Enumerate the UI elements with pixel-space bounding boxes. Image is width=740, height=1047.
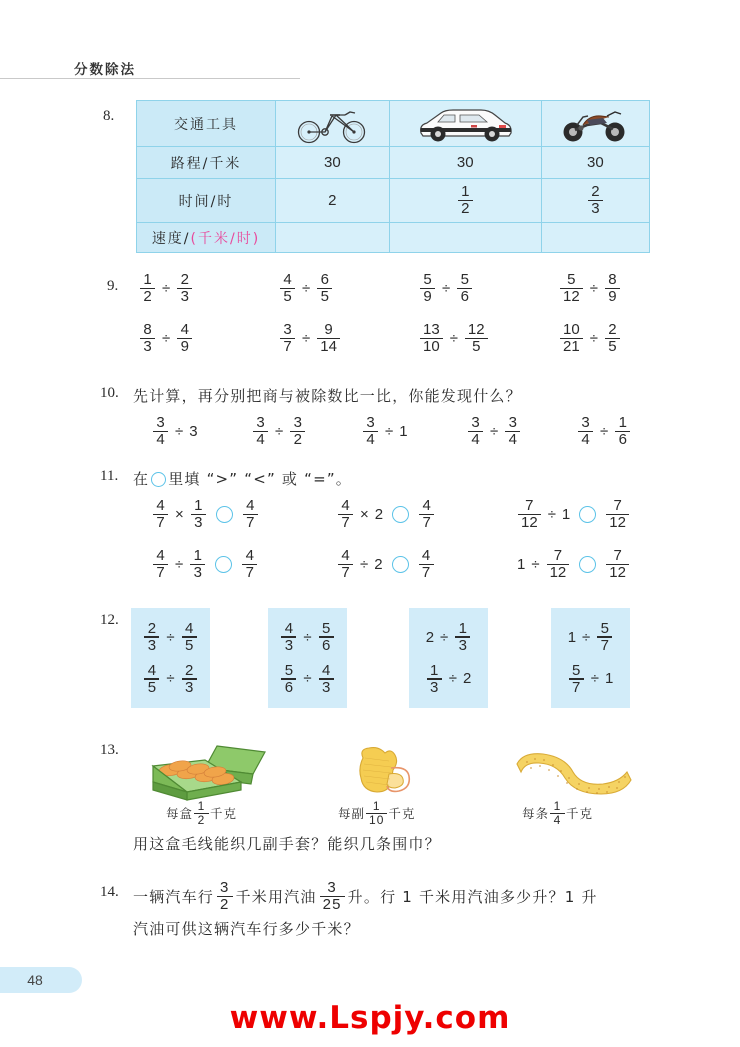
yarn-box-icon [145,742,275,804]
fraction: $\frac{1}{3}$ [191,498,206,531]
operator: ÷ [589,329,598,347]
fraction: $\frac{4}{5}$ [280,272,295,305]
operator: ÷ [590,670,599,688]
speed-car-blank[interactable] [389,223,541,253]
fraction: $\frac{3}{4}$ [253,415,268,448]
ex14-text-c: 升。行 1 千米用汽油多少升？1 升 [347,887,598,906]
fraction: $\frac{7}{12}$ [606,498,629,531]
exercise-14-line-2: 汽油可供这辆汽车行多少千米？ [133,920,360,938]
exercise-10-prompt: 先计算，再分别把商与被除数比一比，你能发现什么？ [133,387,522,405]
caption-scarf [522,800,593,826]
fraction: $\frac{4}{9}$ [177,322,192,355]
ex12-box4-line2 [560,663,621,696]
ex9-item-1-3 [417,272,557,305]
answer-circle-icon[interactable] [215,556,232,573]
time-motorcycle [541,179,649,223]
ex9-item-1-4 [557,272,697,305]
operator: ÷ [490,422,499,440]
ex11-item-1-2 [335,498,515,531]
fraction: $\frac{1}{2}$ [140,272,155,305]
fraction: $\frac{3}{7}$ [280,322,295,355]
ex9-item-2-2 [277,322,417,355]
operator: ÷ [442,279,451,297]
row-label-distance: 路程/千米 [137,147,276,179]
fraction: $\frac{4}{7}$ [153,498,168,531]
exercise-11-row-1 [150,498,695,531]
operator: ÷ [589,279,598,297]
fraction: $\frac{5}{6}$ [319,621,334,654]
ex12-box4-line1 [560,621,621,654]
ex11-item-2-2 [335,548,515,581]
speed-bicycle-blank[interactable] [276,223,390,253]
fraction: $\frac{5}{6}$ [281,663,296,696]
answer-circle-icon[interactable] [579,506,596,523]
row-label-vehicle: 交通工具 [137,101,276,147]
bicycle-icon [292,103,372,145]
exercise-10-number: 10. [100,385,119,401]
ex12-box2-line1 [277,621,338,654]
exercise-14-line-1 [133,880,598,913]
whole-number: 2 [374,555,383,573]
distance-car: 30 [389,147,541,179]
ex10-item-2 [250,415,360,448]
answer-circle-icon[interactable] [216,506,233,523]
speed-label-unit: (千米/时) [190,230,261,247]
operator: ÷ [302,279,311,297]
fraction: $\frac{7}{12}$ [606,548,629,581]
fraction: $\frac{1}{3}$ [190,548,205,581]
operator: ÷ [175,555,184,573]
ex12-box3-line2 [418,663,479,696]
ex9-item-1-2 [277,272,417,305]
operator: ÷ [448,670,457,688]
fraction: $\frac{4}{7}$ [419,498,434,531]
whole-number: 1 [517,555,526,573]
answer-circle-icon[interactable] [151,472,166,487]
caption-prefix: 每盒 [166,806,194,822]
operator: × [175,505,184,523]
ex11-item-1-3 [515,498,695,531]
fraction: $\frac{3}{4}$ [363,415,378,448]
speed-motorcycle-blank[interactable] [541,223,649,253]
exercise-12-box-3[interactable] [409,608,488,708]
car-icon [411,103,519,145]
time-bicycle [276,179,390,223]
exercise-12-box-2[interactable] [268,608,347,708]
caption-suffix: 千克 [210,806,238,822]
fraction: $\frac{1}{10}$ [366,800,387,826]
whole-number: 1 [567,628,577,646]
operator: ÷ [449,329,458,347]
cell-bicycle [276,101,390,147]
prompt-after: 里填 “>” “<” 或 “=”。 [168,470,353,488]
operator: ÷ [166,628,175,646]
answer-circle-icon[interactable] [392,506,409,523]
ex10-item-4 [465,415,575,448]
whole-number: 1 [561,505,571,523]
exercise-13-question: 用这盒毛线能织几副手套？能织几条围巾？ [133,835,441,853]
glove-icon [345,744,425,804]
fraction: $\frac{5}{6}$ [457,272,472,305]
fraction: $\frac{13}{10}$ [420,322,443,355]
ex11-item-2-3 [515,548,695,581]
operator: ÷ [385,422,394,440]
time-car [389,179,541,223]
fraction: $\frac{4}{5}$ [144,663,159,696]
exercise-14-number: 14. [100,884,119,900]
ex9-item-2-4 [557,322,697,355]
fraction: $\frac{4}{7}$ [243,498,258,531]
whole-number: 1 [604,670,614,688]
exercise-11-number: 11. [100,468,119,484]
fraction: $\frac{1}{6}$ [615,415,630,448]
ex10-item-3 [360,415,465,448]
operator: ÷ [440,628,449,646]
fraction: $\frac{5}{12}$ [560,272,583,305]
whole-number: 2 [425,628,435,646]
fraction: $\frac{1}{4}$ [550,800,565,826]
distance-bicycle: 30 [276,147,390,179]
exercise-12-number: 12. [100,612,119,628]
operator: ÷ [166,670,175,688]
fraction: $\frac{4}{7}$ [338,548,353,581]
fraction: $\frac{3}{4}$ [153,415,168,448]
ex14-text-b: 千米用汽油 [235,887,317,906]
exercise-9-row-1 [137,272,697,305]
row-label-speed [137,223,276,253]
fraction: $\frac{12}{5}$ [465,322,488,355]
fraction: $\frac{1}{3}$ [455,621,470,654]
exercise-11-prompt [133,468,352,489]
fraction: $\frac{2}{3}$ [182,663,197,696]
operator: ÷ [175,422,184,440]
fraction: $\frac{4}{3}$ [281,621,296,654]
whole-number: 1 [399,422,408,440]
ex12-box3-line1 [418,621,479,654]
fraction: $\frac{4}{7}$ [153,548,168,581]
fraction: $\frac{3}{2}$ [290,415,305,448]
answer-circle-icon[interactable] [392,556,409,573]
fraction: $\frac{4}{7}$ [242,548,257,581]
header-rule [0,78,300,79]
ex11-item-1-1 [150,498,335,531]
ex12-box1-line1 [140,621,201,654]
watermark: www.Lspjy.com [229,1000,511,1036]
fraction: $\frac{4}{7}$ [419,548,434,581]
exercise-12-box-1[interactable] [131,608,210,708]
fraction: $\frac{2}{3}$ [588,184,603,217]
ex10-item-5 [575,415,685,448]
operator: ÷ [302,329,311,347]
caption-suffix: 千克 [566,806,594,822]
fraction: $\frac{2}{3}$ [177,272,192,305]
transport-table [136,100,650,253]
exercise-11-row-2 [150,548,695,581]
caption-suffix: 千克 [388,806,416,822]
ex9-item-2-1 [137,322,277,355]
operator: ÷ [303,670,312,688]
fraction: $\frac{4}{7}$ [338,498,353,531]
fraction: $\frac{8}{3}$ [140,322,155,355]
fraction: $\frac{10}{21}$ [560,322,583,355]
operator: ÷ [162,329,171,347]
time-bicycle-value: 2 [328,192,337,210]
scarf-icon [513,750,635,802]
fraction: $\frac{7}{12}$ [518,498,541,531]
fraction: $\frac{6}{5}$ [317,272,332,305]
fraction: $\frac{5}{9}$ [420,272,435,305]
fraction: $\frac{3}{2}$ [217,880,233,913]
fraction: $\frac{9}{14}$ [317,322,340,355]
fraction: $\frac{3}{4}$ [505,415,520,448]
fraction: $\frac{5}{7}$ [569,663,584,696]
fraction: $\frac{1}{3}$ [427,663,442,696]
operator: ÷ [547,505,556,523]
cell-car [389,101,541,147]
fraction: $\frac{7}{12}$ [547,548,570,581]
page-header [0,58,740,82]
table-row [137,147,650,179]
caption-yarn-box [166,800,237,826]
fraction: $\frac{5}{7}$ [597,621,612,654]
operator: ÷ [162,279,171,297]
motorcycle-icon [557,103,633,145]
ex11-item-2-1 [150,548,335,581]
exercise-9-row-2 [137,322,697,355]
operator: × [360,505,369,523]
whole-number: 3 [189,422,198,440]
ex12-box2-line2 [277,663,338,696]
speed-label-black: 速度/ [151,230,191,247]
exercise-13-number: 13. [100,742,119,758]
fraction: $\frac{2}{5}$ [605,322,620,355]
ex9-item-2-3 [417,322,557,355]
fraction: $\frac{3}{4}$ [578,415,593,448]
page-number: 48 [27,972,43,988]
fraction: $\frac{1}{2}$ [194,800,209,826]
operator: ÷ [275,422,284,440]
answer-circle-icon[interactable] [579,556,596,573]
caption-prefix: 每副 [338,806,366,822]
table-row [137,223,650,253]
operator: ÷ [303,628,312,646]
table-row [137,179,650,223]
exercise-10-items [150,415,685,448]
ex12-box1-line2 [140,663,201,696]
fraction: $\frac{4}{3}$ [319,663,334,696]
whole-number: 2 [462,670,472,688]
fraction: $\frac{8}{9}$ [605,272,620,305]
fraction: $\frac{2}{3}$ [144,621,159,654]
row-label-time: 时间/时 [137,179,276,223]
fraction: $\frac{1}{2}$ [458,184,473,217]
ex14-text-a: 一辆汽车行 [133,887,215,906]
operator: ÷ [360,555,369,573]
distance-motorcycle: 30 [541,147,649,179]
caption-prefix: 每条 [522,806,550,822]
exercise-12-box-4[interactable] [551,608,630,708]
ex9-item-1-1 [137,272,277,305]
fraction: $\frac{4}{5}$ [182,621,197,654]
page-title: 分数除法 [70,58,140,78]
caption-glove [338,800,415,826]
prompt-before: 在 [133,470,150,488]
operator: ÷ [531,555,540,573]
exercise-9-number: 9. [107,278,119,294]
fraction: $\frac{3}{4}$ [468,415,483,448]
operator: ÷ [582,628,591,646]
table-row [137,101,650,147]
exercise-8-number: 8. [103,108,115,124]
whole-number: 2 [374,505,384,523]
fraction: $\frac{3}{25}$ [320,880,345,913]
cell-motorcycle [541,101,649,147]
ex10-item-1 [150,415,250,448]
operator: ÷ [600,422,609,440]
